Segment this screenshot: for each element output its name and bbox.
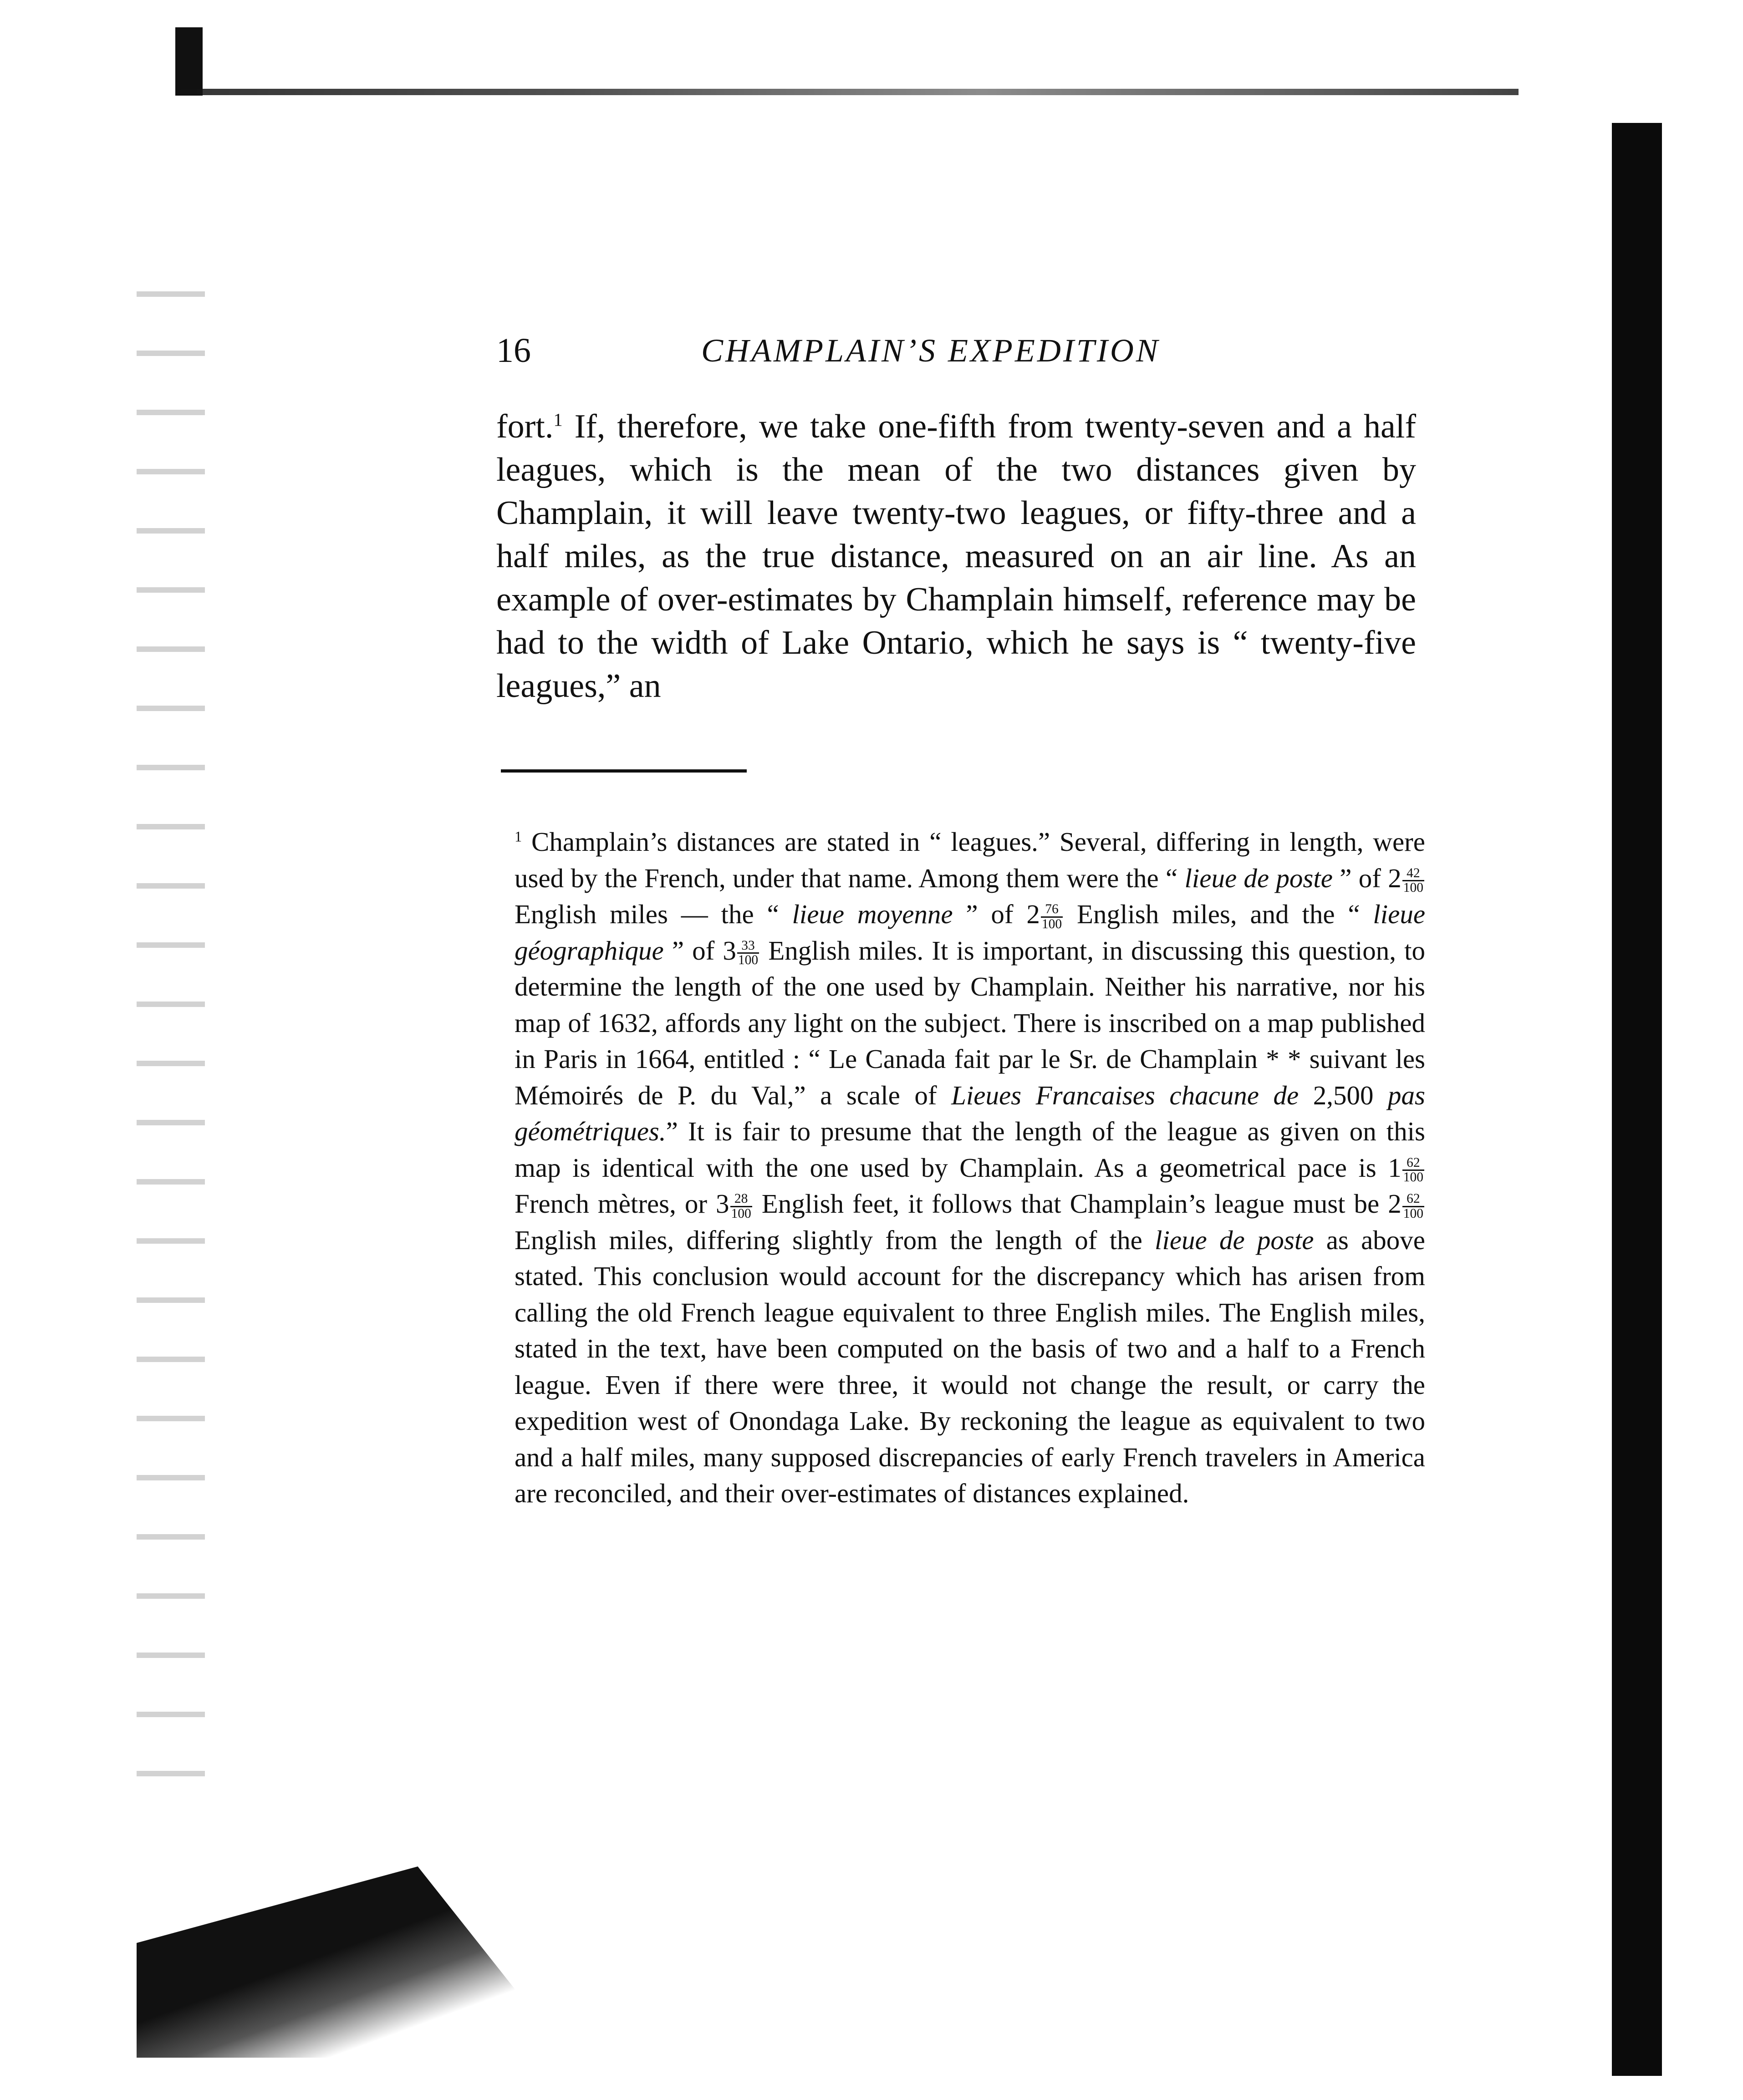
scan-left-gutter-noise: [137, 273, 205, 1798]
running-title: CHAMPLAIN’S EXPEDITION: [701, 332, 1160, 369]
fraction-denominator: 100: [731, 1206, 751, 1221]
fraction-numerator: 76: [1041, 903, 1063, 918]
fraction: [730, 1192, 752, 1220]
footnote-text: English miles, differing slightly from the length of the: [515, 1225, 1155, 1255]
footnote-italic: pas géométriques.: [515, 1080, 1425, 1146]
fraction: [737, 939, 759, 967]
scan-right-binding-shadow: [1612, 123, 1662, 2076]
footnote-text: ” It is fair to presume that the length of the league as given on this map is identical with the one used by Champlain. As a geometrical pace is 1: [515, 1116, 1425, 1183]
fraction-numerator: 28: [730, 1192, 752, 1207]
body-text-start: fort.: [496, 408, 554, 445]
fraction-denominator: 100: [1041, 916, 1062, 931]
fraction-denominator: 100: [738, 953, 759, 968]
fraction: [1402, 867, 1424, 895]
footnote-italic: lieue de poste: [1184, 863, 1333, 893]
footnote-text: English miles. It is important, in discussing this question, to determine the length of the one used by Champlain. Neither his narrative, nor his map of 1632, affords any light on the subject. There is inscribed on a map published in Paris in 1664, entitled : “ Le Canada fait par le Sr. de Champlain * * suivant les Mémoirés de P. du Val,” a scale of: [515, 935, 1426, 1110]
footnote-italic: lieue géographique: [515, 899, 1426, 966]
footnote-text: English miles — the “: [515, 899, 792, 929]
scan-top-rule: [175, 89, 1519, 95]
scan-bottom-shadow: [137, 1866, 569, 2058]
fraction-numerator: 62: [1402, 1156, 1424, 1171]
footnote-italic: lieue de poste: [1155, 1225, 1314, 1255]
scan-edge-mark: [175, 27, 203, 96]
fraction-numerator: 62: [1402, 1192, 1424, 1207]
footnote-text: ” of 2: [953, 899, 1040, 929]
footnote-text: as above stated. This conclusion would account for the discrepancy which has arisen from calling the old French league equivalent to three English miles. The English miles, stated in the text, have been computed on the basis of two and a half to a French league. Even if there were three, it would not change the result, or carry the expedition west of Onondaga Lake. By reckoning the league as equivalent to two and a half miles, many supposed discrepancies of early French travelers in America are reconciled, and their over-estimates of distances explained.: [515, 1225, 1425, 1508]
fraction-denominator: 100: [1403, 1170, 1423, 1185]
page-number: 16: [496, 331, 531, 370]
footnote-text: English feet, it follows that Champlain’s league must be 2: [753, 1189, 1402, 1219]
fraction-denominator: 100: [1403, 1206, 1424, 1221]
footnote-text: ” of 3: [663, 935, 736, 966]
fraction: [1402, 1156, 1424, 1185]
footnote-marker: 1: [515, 829, 522, 845]
footnote-text: 2,500: [1299, 1080, 1388, 1110]
footnote-reference: 1: [553, 409, 563, 430]
fraction: [1402, 1192, 1424, 1220]
footnote-text: English miles, and the “: [1064, 899, 1373, 929]
footnote-divider: [501, 769, 747, 773]
footnote-italic: lieue moyenne: [792, 899, 953, 929]
footnote-text: Champlain’s distances are stated in “ leagues.” Several, differing in length, were used by the French, under that name. Among them were the “: [515, 827, 1425, 893]
fraction-denominator: 100: [1403, 880, 1423, 895]
fraction-numerator: 33: [737, 939, 759, 954]
fraction-numerator: 42: [1402, 867, 1424, 882]
fraction: [1041, 903, 1063, 931]
body-paragraph: [496, 405, 1416, 708]
page-header: [496, 328, 1416, 382]
footnote-italic: Lieues Francaises chacune de: [951, 1080, 1299, 1110]
footnote-text: ” of 2: [1332, 863, 1402, 893]
footnote: [515, 824, 1425, 1512]
body-text-rest: If, therefore, we take one-fifth from twenty-seven and a half leagues, which is the mean of the two distances given by Champlain, it will leave twenty-two leagues, or fifty-three and a half miles, as the true distance, measured on an air line. As an example of over-estimates by Champlain himself, reference may be had to the width of Lake Ontario, which he says is “ twenty-five leagues,” an: [496, 408, 1416, 705]
footnote-text: French mètres, or 3: [515, 1189, 729, 1219]
